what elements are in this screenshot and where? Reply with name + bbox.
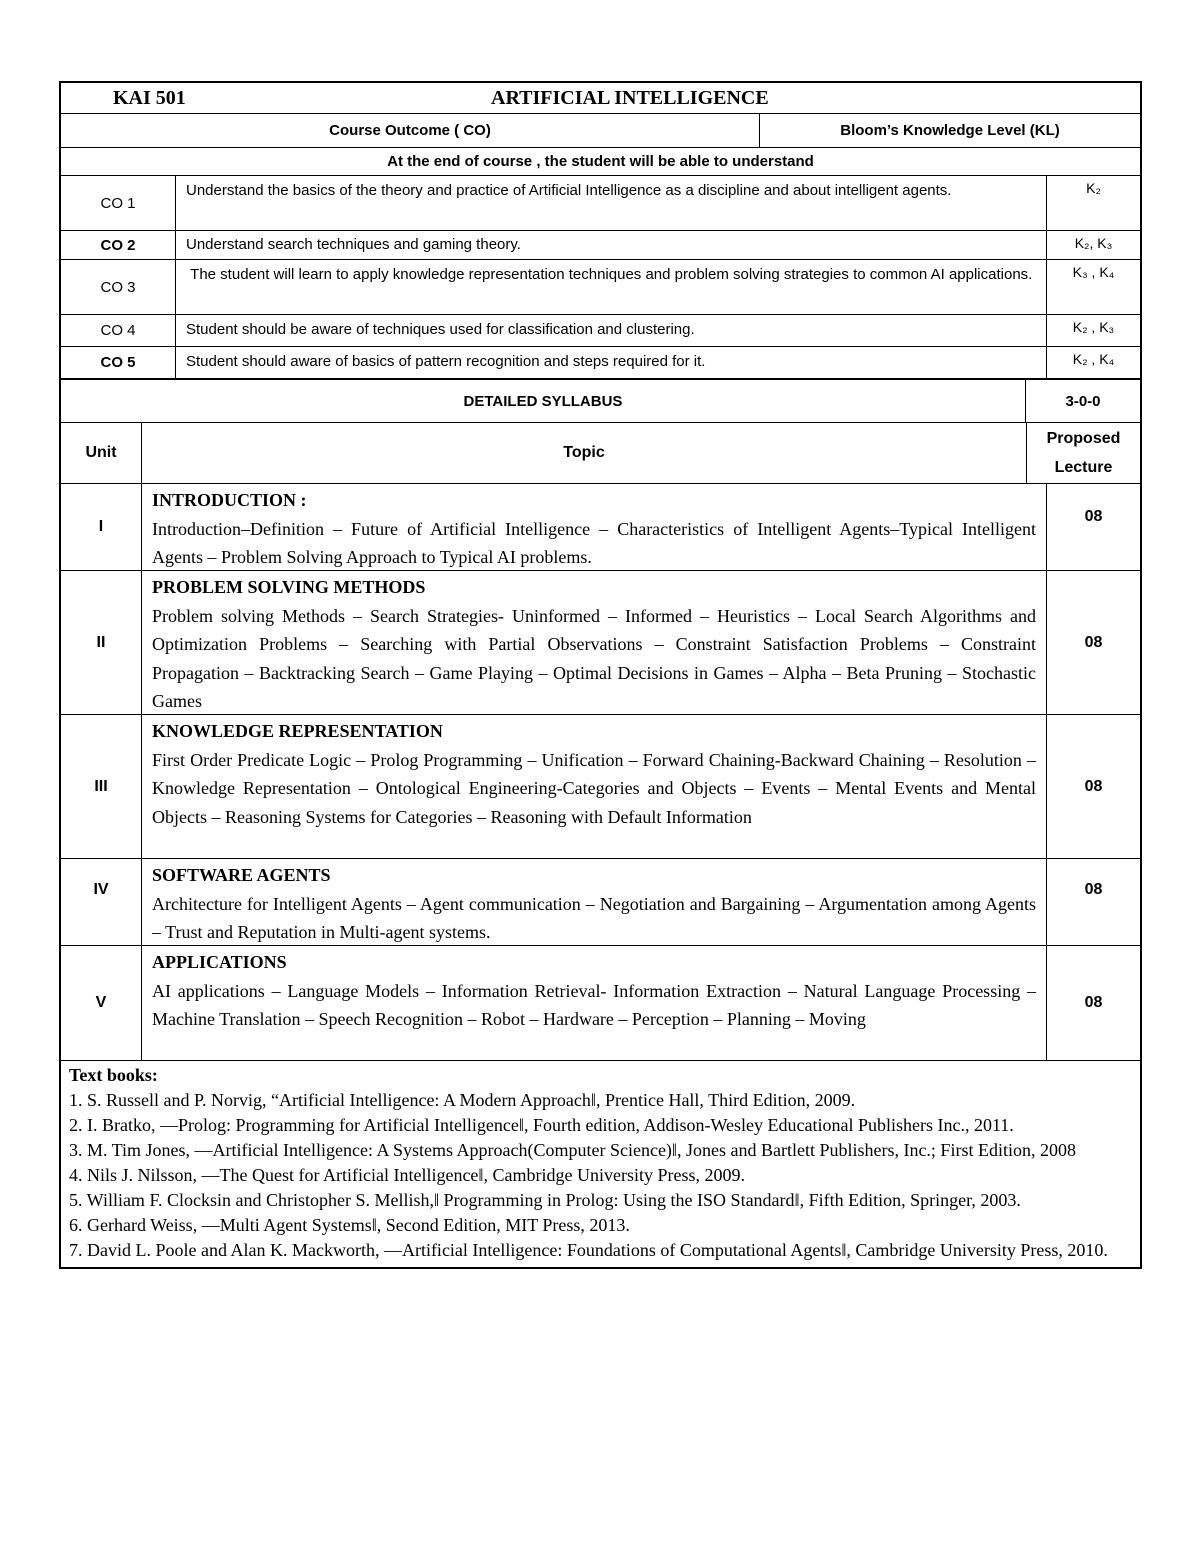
co-row	[61, 260, 1140, 315]
unit-number: V	[61, 946, 142, 1060]
co-id: CO 3	[61, 260, 176, 314]
unit-body: Problem solving Methods – Search Strategies- Uninformed – Informed – Heuristics – Local Search Algorithms and Optimization Problems – Searching with Partial Observations – Constraint Satisfaction Problems – Constraint Propagation – Backtracking Search – Game Playing – Optimal Decisions in Games – Alpha – Beta Pruning – Stochastic Games	[152, 605, 1036, 711]
unit-topic	[142, 946, 1047, 1060]
textbook-item: 4. Nils J. Nilsson, ―The Quest for Artificial Intelligence‖, Cambridge University Press, 2009.	[69, 1165, 745, 1185]
textbooks-heading: Text books:	[69, 1065, 158, 1085]
unit-row	[61, 715, 1140, 859]
unit-body: Architecture for Intelligent Agents – Agent communication – Negotiation and Bargaining – Argumentation among Agents – Trust and Reputation in Multi-agent systems.	[152, 893, 1036, 942]
co-row	[61, 347, 1140, 378]
syllabus-credits: 3-0-0	[1065, 392, 1101, 410]
co-knowledge-level: K₃ , K₄	[1072, 264, 1115, 280]
co-row	[61, 315, 1140, 347]
column-lecture: Proposed Lecture	[1046, 430, 1121, 476]
unit-lectures: 08	[1084, 994, 1103, 1011]
co-intro: At the end of course , the student will be able to understand	[61, 148, 1140, 176]
co-id: CO 1	[61, 176, 176, 230]
unit-topic	[142, 715, 1047, 858]
unit-topic	[142, 859, 1047, 945]
unit-number: III	[61, 715, 142, 858]
unit-row	[61, 946, 1140, 1061]
syllabus-document	[59, 81, 1142, 1269]
textbook-item: 5. William F. Clocksin and Christopher S. Mellish,‖ Programming in Prolog: Using the ISO Standard‖, Fifth Edition, Springer, 2003.	[69, 1190, 1021, 1210]
column-unit: Unit	[61, 423, 142, 483]
co-description: Student should aware of basics of pattern recognition and steps required for it.	[176, 347, 1047, 378]
unit-body: AI applications – Language Models – Information Retrieval- Information Extraction – Natural Language Processing – Machine Translation – Speech Recognition – Robot – Hardware – Perception – Planning – Moving	[152, 980, 1036, 1029]
unit-heading: APPLICATIONS	[152, 952, 287, 972]
co-description: Understand the basics of the theory and practice of Artificial Intelligence as a discipline and about intelligent agents.	[176, 176, 1047, 230]
detailed-syllabus-table	[59, 380, 1142, 1269]
syllabus-title: DETAILED SYLLABUS	[61, 380, 1026, 422]
co-id: CO 2	[61, 231, 176, 259]
unit-lectures: 08	[1084, 508, 1103, 525]
unit-body: Introduction–Definition – Future of Artificial Intelligence – Characteristics of Intelligent Agents–Typical Intelligent Agents – Problem Solving Approach to Typical AI problems.	[152, 518, 1036, 567]
syllabus-header	[61, 380, 1140, 423]
course-code: KAI 501	[113, 86, 186, 109]
co-column-level: Bloom’s Knowledge Level (KL)	[840, 122, 1060, 139]
unit-row	[61, 571, 1140, 715]
co-knowledge-level: K₂, K₃	[1074, 235, 1113, 251]
co-knowledge-level: K₂ , K₄	[1072, 351, 1115, 367]
co-row	[61, 231, 1140, 260]
textbook-item: 1. S. Russell and P. Norvig, “Artificial Intelligence: A Modern Approach‖, Prentice Hall, Third Edition, 2009.	[69, 1090, 856, 1110]
textbook-item: 6. Gerhard Weiss, ―Multi Agent Systems‖, Second Edition, MIT Press, 2013.	[69, 1215, 630, 1235]
unit-row	[61, 484, 1140, 571]
co-id: CO 5	[61, 347, 176, 378]
co-id: CO 4	[61, 315, 176, 346]
course-title: ARTIFICIAL INTELLIGENCE	[491, 86, 769, 109]
co-knowledge-level: K₂ , K₃	[1072, 319, 1115, 335]
unit-topic	[142, 571, 1047, 714]
unit-body: First Order Predicate Logic – Prolog Programming – Unification – Forward Chaining-Backward Chaining – Resolution – Knowledge Representation – Ontological Engineering-Categories and Objects – Events – Mental Events and Mental Objects – Reasoning Systems for Categories – Reasoning with Default Information	[152, 749, 1036, 827]
textbooks-section	[61, 1061, 1140, 1267]
unit-number: IV	[61, 859, 142, 945]
unit-lectures: 08	[1084, 881, 1103, 898]
column-topic: Topic	[142, 423, 1027, 483]
co-column-header	[61, 114, 1140, 148]
unit-number: I	[61, 484, 142, 570]
unit-heading: PROBLEM SOLVING METHODS	[152, 577, 426, 597]
syllabus-column-header	[61, 423, 1140, 484]
unit-heading: SOFTWARE AGENTS	[152, 865, 331, 885]
unit-number: II	[61, 571, 142, 714]
co-description: Student should be aware of techniques used for classification and clustering.	[176, 315, 1047, 346]
co-description: Understand search techniques and gaming theory.	[176, 231, 1047, 259]
co-description: The student will learn to apply knowledge representation techniques and problem solving strategies to common AI applications.	[176, 260, 1047, 314]
unit-heading: KNOWLEDGE REPRESENTATION	[152, 721, 443, 741]
unit-lectures: 08	[1084, 777, 1103, 795]
textbook-item: 2. I. Bratko, ―Prolog: Programming for Artificial Intelligence‖, Fourth edition, Addison-Wesley Educational Publishers Inc., 2011.	[69, 1115, 1014, 1135]
textbook-item: 7. David L. Poole and Alan K. Mackworth, ―Artificial Intelligence: Foundations of Computational Agents‖, Cambridge University Press, 2010.	[69, 1240, 1108, 1260]
unit-topic	[142, 484, 1047, 570]
unit-heading: INTRODUCTION :	[152, 490, 307, 510]
course-outcome-table	[59, 81, 1142, 380]
co-knowledge-level: K₂	[1086, 180, 1101, 196]
unit-row	[61, 859, 1140, 946]
co-column-outcome: Course Outcome ( CO)	[61, 114, 760, 147]
course-header	[61, 83, 1140, 114]
textbook-item: 3. M. Tim Jones, ―Artificial Intelligence: A Systems Approach(Computer Science)‖, Jones and Bartlett Publishers, Inc.; First Edition, 2008	[69, 1140, 1076, 1160]
co-row	[61, 176, 1140, 231]
unit-lectures: 08	[1084, 633, 1103, 651]
